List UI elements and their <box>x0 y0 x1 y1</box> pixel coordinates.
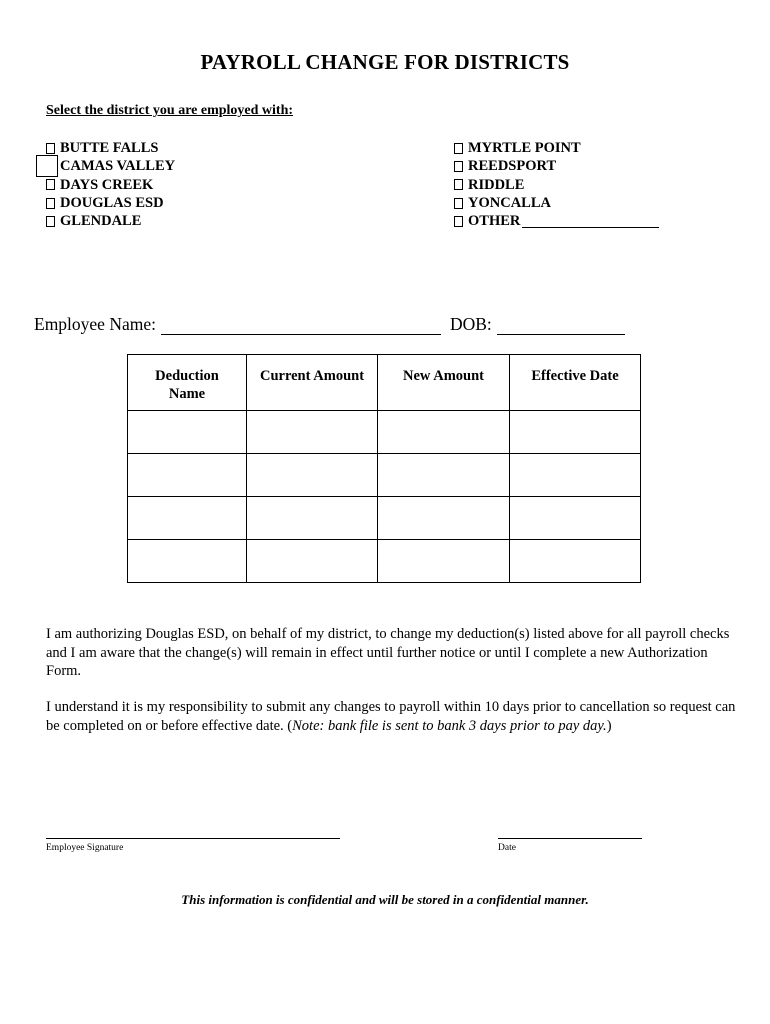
dob-label: DOB: <box>449 314 492 334</box>
date-label: Date <box>498 843 516 853</box>
responsibility-paragraph: I understand it is my responsibility to submit any changes to payroll within 10 days prior to cancellation so request can be completed on or before effective date. (Note: bank file is sent to bank 3 days prior to pay day.) <box>46 699 736 734</box>
authorization-paragraph: I am authorizing Douglas ESD, on behalf of my district, to change my deduction(s) listed above for all payroll checks and I am aware that the change(s) will remain in effect until further notice or until I complete a new Authorization Form. <box>46 626 730 679</box>
new-amount-cell[interactable] <box>378 540 510 583</box>
table-row <box>128 497 641 540</box>
new-amount-cell[interactable] <box>378 497 510 540</box>
checkbox-icon[interactable] <box>454 216 463 227</box>
employee-name-field[interactable] <box>161 318 441 335</box>
effective-date-cell[interactable] <box>510 411 641 454</box>
deduction-name-cell[interactable] <box>128 411 247 454</box>
confidentiality-notice: This information is confidential and will be stored in a confidential manner. <box>181 892 589 907</box>
effective-date-cell[interactable] <box>510 540 641 583</box>
current-amount-cell[interactable] <box>247 497 378 540</box>
header-effective-date: Effective Date <box>510 355 641 411</box>
district-option-douglas-esd[interactable]: DOUGLAS ESD <box>46 194 175 212</box>
effective-date-cell[interactable] <box>510 454 641 497</box>
district-instruction: Select the district you are employed with: <box>46 103 294 118</box>
new-amount-cell[interactable] <box>378 411 510 454</box>
district-option-reedsport[interactable]: REEDSPORT <box>454 157 659 175</box>
table-row <box>128 411 641 454</box>
employee-signature-line[interactable] <box>46 838 340 839</box>
checkbox-icon[interactable] <box>46 198 55 209</box>
district-option-yoncalla[interactable]: YONCALLA <box>454 194 659 212</box>
table-row <box>128 454 641 497</box>
employee-info-row <box>34 314 625 335</box>
district-option-days-creek[interactable]: DAYS CREEK <box>46 176 175 194</box>
header-deduction-name: Deduction Name <box>128 355 247 411</box>
deduction-name-cell[interactable] <box>128 497 247 540</box>
checkbox-icon[interactable] <box>454 161 463 172</box>
header-current-amount: Current Amount <box>247 355 378 411</box>
effective-date-cell[interactable] <box>510 497 641 540</box>
checkbox-icon[interactable] <box>36 155 58 177</box>
district-list-left <box>46 139 175 230</box>
dob-field[interactable] <box>497 318 625 335</box>
new-amount-cell[interactable] <box>378 454 510 497</box>
other-district-field[interactable] <box>522 215 659 228</box>
district-list-right <box>454 139 659 230</box>
deduction-name-cell[interactable] <box>128 454 247 497</box>
district-option-riddle[interactable]: RIDDLE <box>454 176 659 194</box>
district-option-glendale[interactable]: GLENDALE <box>46 212 175 230</box>
date-line[interactable] <box>498 838 642 839</box>
checkbox-icon[interactable] <box>46 143 55 154</box>
table-row <box>128 540 641 583</box>
current-amount-cell[interactable] <box>247 454 378 497</box>
checkbox-icon[interactable] <box>46 179 55 190</box>
checkbox-icon[interactable] <box>46 216 55 227</box>
table-header-row <box>128 355 641 411</box>
bank-file-note: Note: bank file is sent to bank 3 days prior to pay day. <box>292 717 607 734</box>
current-amount-cell[interactable] <box>247 411 378 454</box>
checkbox-icon[interactable] <box>454 198 463 209</box>
header-new-amount: New Amount <box>378 355 510 411</box>
employee-name-label: Employee Name: <box>34 314 156 334</box>
deduction-table <box>127 354 641 583</box>
deduction-name-cell[interactable] <box>128 540 247 583</box>
checkbox-icon[interactable] <box>454 143 463 154</box>
page-title: PAYROLL CHANGE FOR DISTRICTS <box>200 50 570 74</box>
employee-signature-label: Employee Signature <box>46 843 124 853</box>
checkbox-icon[interactable] <box>454 179 463 190</box>
district-option-camas-valley[interactable]: CAMAS VALLEY <box>46 157 175 175</box>
district-option-butte-falls[interactable]: BUTTE FALLS <box>46 139 175 157</box>
district-option-myrtle-point[interactable]: MYRTLE POINT <box>454 139 659 157</box>
district-option-other[interactable]: OTHER <box>454 212 659 230</box>
current-amount-cell[interactable] <box>247 540 378 583</box>
